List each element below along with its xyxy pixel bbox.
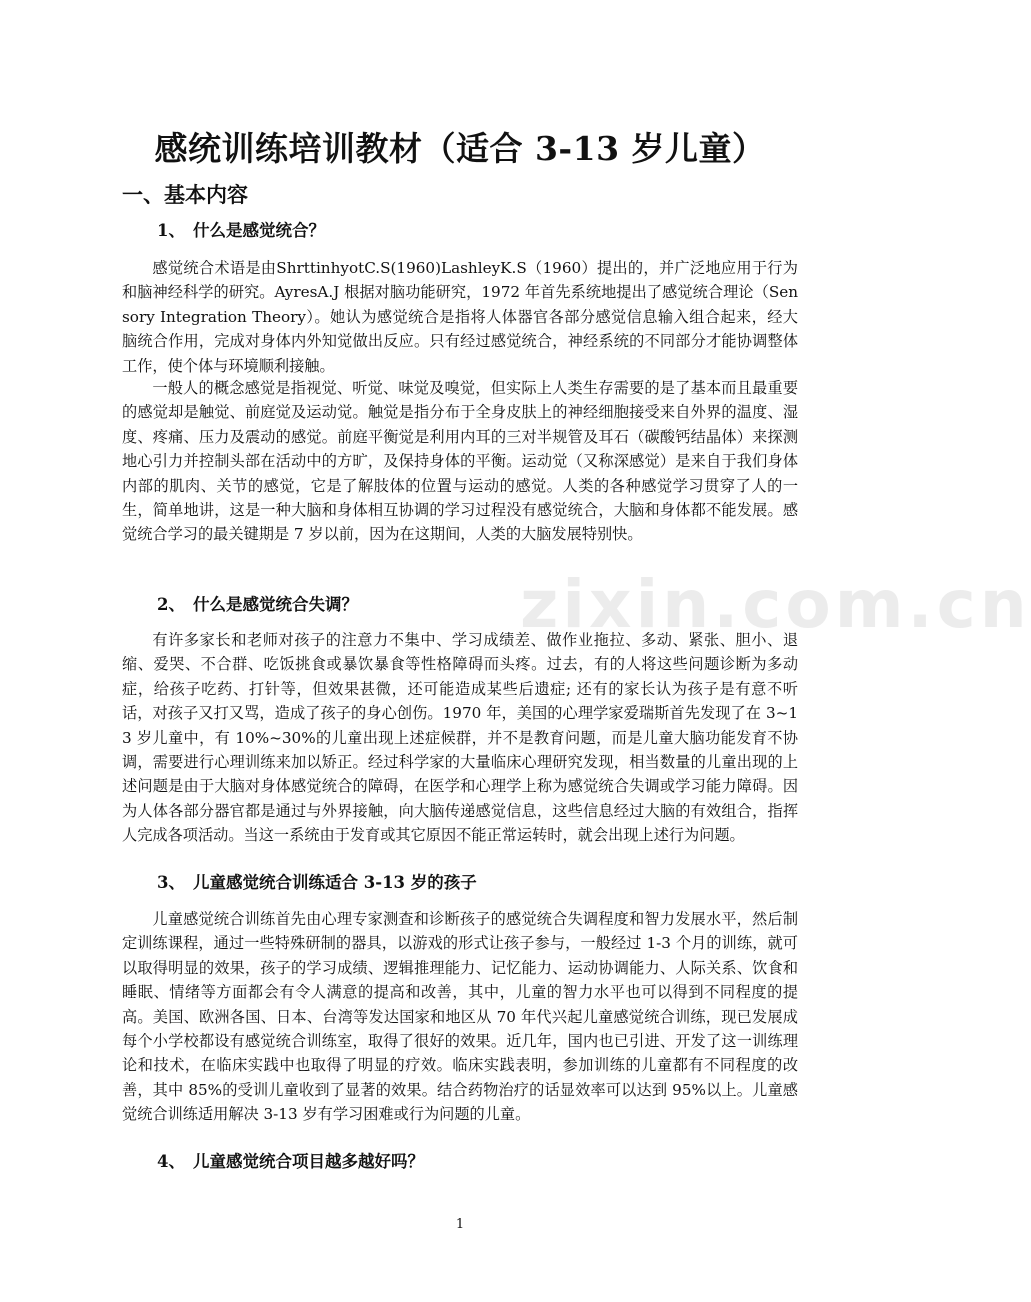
section-heading: 一、基本内容 [122, 182, 248, 207]
document-title: 感统训练培训教材（适合 3-13 岁儿童） [154, 129, 766, 168]
item-2-title: 什么是感觉统合失调？ [193, 595, 358, 614]
watermark: zixin.com.cn [520, 566, 1031, 643]
item-1-paragraph-1: 感觉统合术语是由ShrttinhyotC.S(1960)LashleyK.S（1960）提出的，并广泛地应用于行为和脑神经科学的研究。AyresA.J 根据对脑功能研究，1972 年首先系统地提出了感觉统合理论（Sensory Integration Theory）。她认为感觉统合是指将人体器官各部分感觉信息输入组合起来，经大脑统合作用，完成对身体内外知觉做出反应。只有经过感觉统合，神经系统的不同部分才能协调整体工作，使个体与环境顺利接触。 [122, 259, 798, 375]
item-2-heading [157, 593, 358, 617]
item-1-heading [157, 219, 325, 243]
item-2-paragraph-1: 有许多家长和老师对孩子的注意力不集中、学习成绩差、做作业拖拉、多动、紧张、胆小、退缩、爱哭、不合群、吃饭挑食或暴饮暴食等性格障碍而头疼。过去，有的人将这些问题诊断为多动症，给孩子吃药、打针等，但效果甚微，还可能造成某些后遗症; 还有的家长认为孩子是有意不听话，对孩子又打又骂，造成了孩子的身心创伤。1970 年，美国的心理学家爱瑞斯首先发现了在 3~13 岁儿童中，有 10%~30%的儿童出现上述症候群，并不是教育问题，而是儿童大脑功能发育不协调，需要进行心理训练来加以矫正。经过科学家的大量临床心理研究发现，相当数量的儿童出现的上述问题是由于大脑对身体感觉统合的障碍，在医学和心理学上称为感觉统合失调或学习能力障碍。因为人体各部分器官都是通过与外界接触，向大脑传递感觉信息，这些信息经过大脑的有效组合，指挥人完成各项活动。当这一系统由于发育或其它原因不能正常运转时，就会出现上述行为问题。 [122, 631, 798, 845]
item-1-paragraph-2: 一般人的概念感觉是指视觉、听觉、味觉及嗅觉，但实际上人类生存需要的是了基本而且最重要的感觉却是触觉、前庭觉及运动觉。触觉是指分布于全身皮肤上的神经细胞接受来自外界的温度、湿度、疼痛、压力及震动的感觉。前庭平衡觉是利用内耳的三对半规管及耳石（碳酸钙结晶体）来探测地心引力并控制头部在活动中的方旷，及保持身体的平衡。运动觉（又称深感觉）是来自于我们身体内部的肌肉、关节的感觉，它是了解肢体的位置与运动的感觉。人类的各种感觉学习贯穿了人的一生，简单地讲，这是一种大脑和身体相互协调的学习过程没有感觉统合，大脑和身体都不能发展。感觉统合学习的最关键期是 7 岁以前，因为在这期间，人类的大脑发展特别快。 [122, 379, 798, 544]
item-4-heading [157, 1150, 424, 1174]
item-4-title: 儿童感觉统合项目越多越好吗？ [193, 1152, 424, 1171]
item-3-title: 儿童感觉统合训练适合 3-13 岁的孩子 [193, 873, 477, 892]
item-4-number: 4、 [157, 1152, 185, 1171]
item-3-paragraph-1: 儿童感觉统合训练首先由心理专家测查和诊断孩子的感觉统合失调程度和智力发展水平，然后制定训练课程，通过一些特殊研制的器具，以游戏的形式让孩子参与，一般经过 1-3 个月的训练，就可以取得明显的效果，孩子的学习成绩、逻辑推理能力、记忆能力、运动协调能力、人际关系、饮食和睡眠、情绪等方面都会有令人满意的提高和改善，其中，儿童的智力水平也可以得到不同程度的提高。美国、欧洲各国、日本、台湾等发达国家和地区从 70 年代兴起儿童感觉统合训练，现已发展成每个小学校都设有感觉统合训练室，取得了很好的效果。近几年，国内也已引进、开发了这一训练理论和技术，在临床实践中也取得了明显的疗效。临床实践表明，参加训练的儿童都有不同程度的改善，其中 85%的受训儿童收到了显著的效果。结合药物治疗的话显效率可以达到 95%以上。儿童感觉统合训练适用解决 3-13 岁有学习困难或行为问题的儿童。 [122, 910, 798, 1124]
page-number: 1 [455, 1217, 465, 1232]
item-2-number: 2、 [157, 595, 185, 614]
item-3-number: 3、 [157, 873, 185, 892]
item-3-heading [157, 871, 477, 895]
item-1-title: 什么是感觉统合？ [193, 221, 325, 240]
item-1-number: 1、 [157, 221, 185, 240]
